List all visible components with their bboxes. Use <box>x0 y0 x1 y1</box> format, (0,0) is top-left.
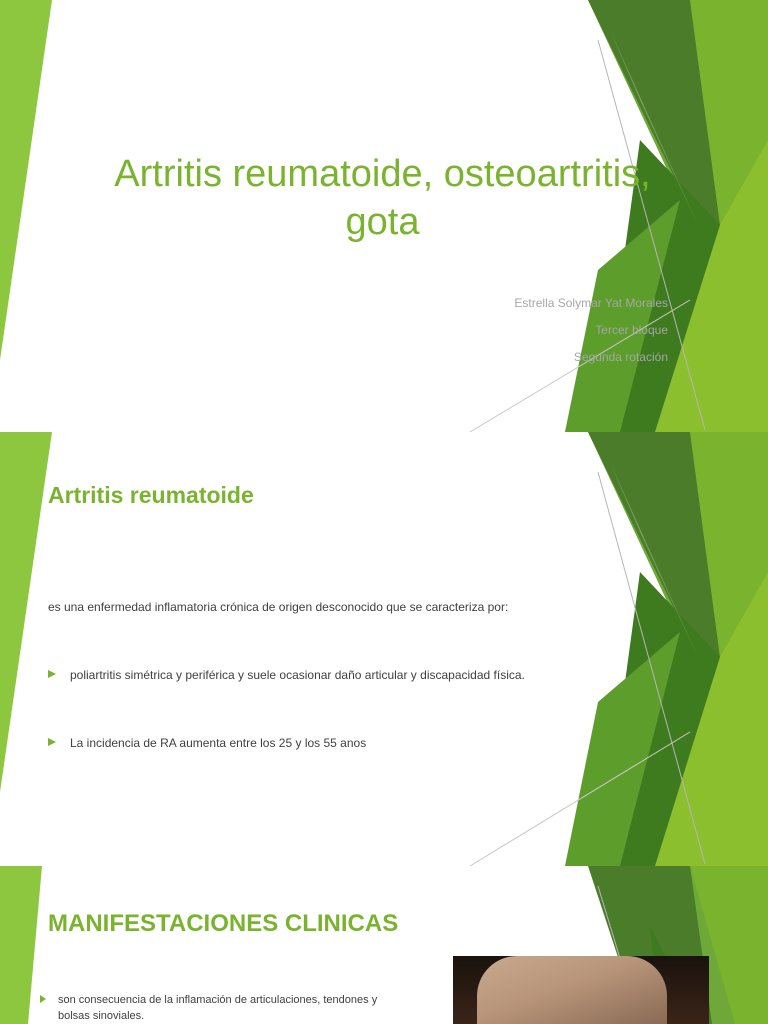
slide-2[interactable] <box>0 432 768 866</box>
presentation-title: Artritis reumatoide, osteoartritis, gota <box>114 153 651 243</box>
definition-text: es una enfermedad inflamatoria crónica de origen desconocido que se caracteriza por: <box>48 600 509 614</box>
hand-skin <box>477 956 667 1024</box>
bullet-text: poliartritis simétrica y periférica y suele ocasionar daño articular y discapacidad física. <box>70 668 525 682</box>
presenter-name: Estrella Solymar Yat Morales <box>514 296 668 310</box>
presenter-block: Tercer bloque <box>595 323 668 337</box>
presenter-info <box>514 290 668 371</box>
bullet-arrow-icon <box>48 670 56 678</box>
bullet-arrow-icon <box>40 995 46 1003</box>
presenter-rotation: Segunda rotación <box>573 350 668 364</box>
bullet-text: son consecuencia de la inflamación de articulaciones, tendones y bolsas sinoviales. <box>58 994 378 1022</box>
slide-3[interactable] <box>0 866 768 1024</box>
slide-heading: MANIFESTACIONES CLINICAS <box>48 910 399 937</box>
slide-heading: Artritis reumatoide <box>48 482 254 508</box>
bullet-arrow-icon <box>48 738 56 746</box>
slide-1[interactable] <box>0 0 768 432</box>
hand-photo <box>453 956 709 1024</box>
bullet-text: La incidencia de RA aumenta entre los 25 y los 55 anos <box>70 736 367 750</box>
